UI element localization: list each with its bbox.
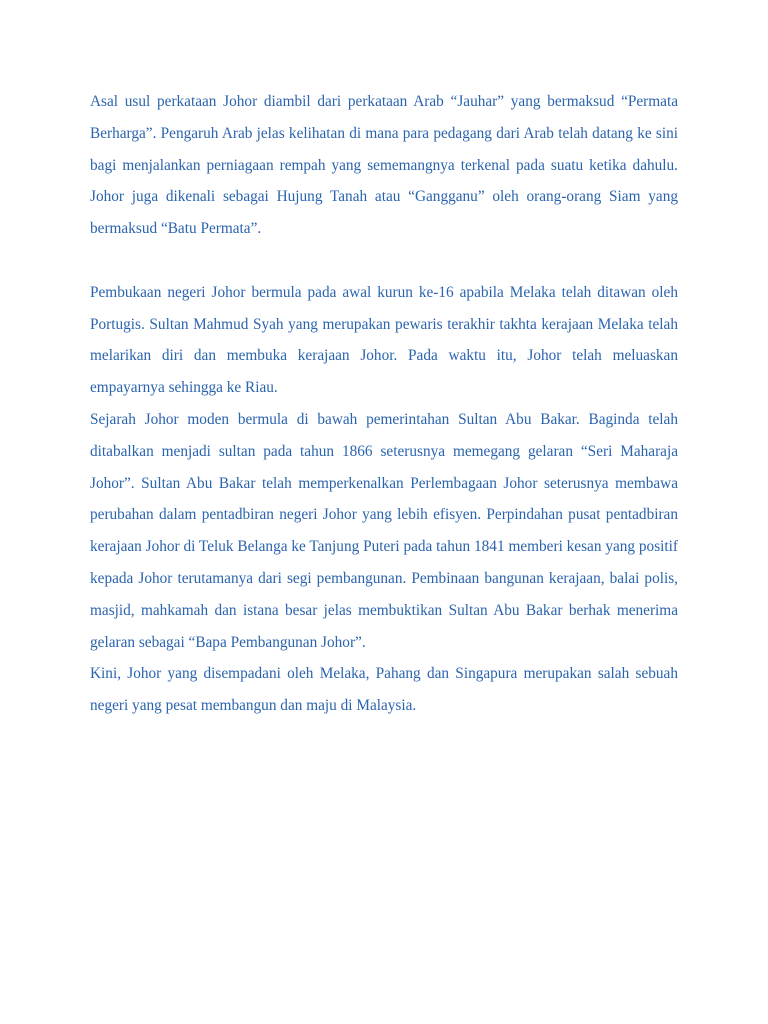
document-body [90,86,678,722]
paragraph-johor-today: Kini, Johor yang disempadani oleh Melaka, Pahang dan Singapura merupakan salah sebuah negeri yang pesat membangun dan maju di Malaysia. [90,665,678,715]
paragraph-founding-of-johor: Pembukaan negeri Johor bermula pada awal kurun ke-16 apabila Melaka telah ditawan oleh Portugis. Sultan Mahmud Syah yang merupakan pewaris terakhir takhta kerajaan Melaka telah melarikan diri dan membuka kerajaan Johor. Pada waktu itu, Johor telah meluaskan empayarnya sehingga ke Riau. [90,283,678,397]
paragraph-origin-of-name: Asal usul perkataan Johor diambil dari perkataan Arab “Jauhar” yang bermaksud “Permata Berharga”. Pengaruh Arab jelas kelihatan di mana para pedagang dari Arab telah datang ke sini bagi menjalankan perniagaan rempah yang sememangnya terkenal pada suatu ketika dahulu. Johor juga dikenali sebagai Hujung Tanah atau “Gangganu” oleh orang-orang Siam yang bermaksud “Batu Permata”. [90,93,678,238]
paragraph-modern-johor-history: Sejarah Johor moden bermula di bawah pemerintahan Sultan Abu Bakar. Baginda telah ditabalkan menjadi sultan pada tahun 1866 seterusnya memegang gelaran “Seri Maharaja Johor”. Sultan Abu Bakar telah memperkenalkan Perlembagaan Johor seterusnya membawa perubahan dalam pentadbiran negeri Johor yang lebih efisyen. Perpindahan pusat pentadbiran kerajaan Johor di Teluk Belanga ke Tanjung Puteri pada tahun 1841 memberi kesan yang positif kepada Johor terutamanya dari segi pembangunan. Pembinaan bangunan kerajaan, balai polis, masjid, mahkamah dan istana besar jelas membuktikan Sultan Abu Bakar berhak menerima gelaran sebagai “Bapa Pembangunan Johor”. [90,410,678,651]
